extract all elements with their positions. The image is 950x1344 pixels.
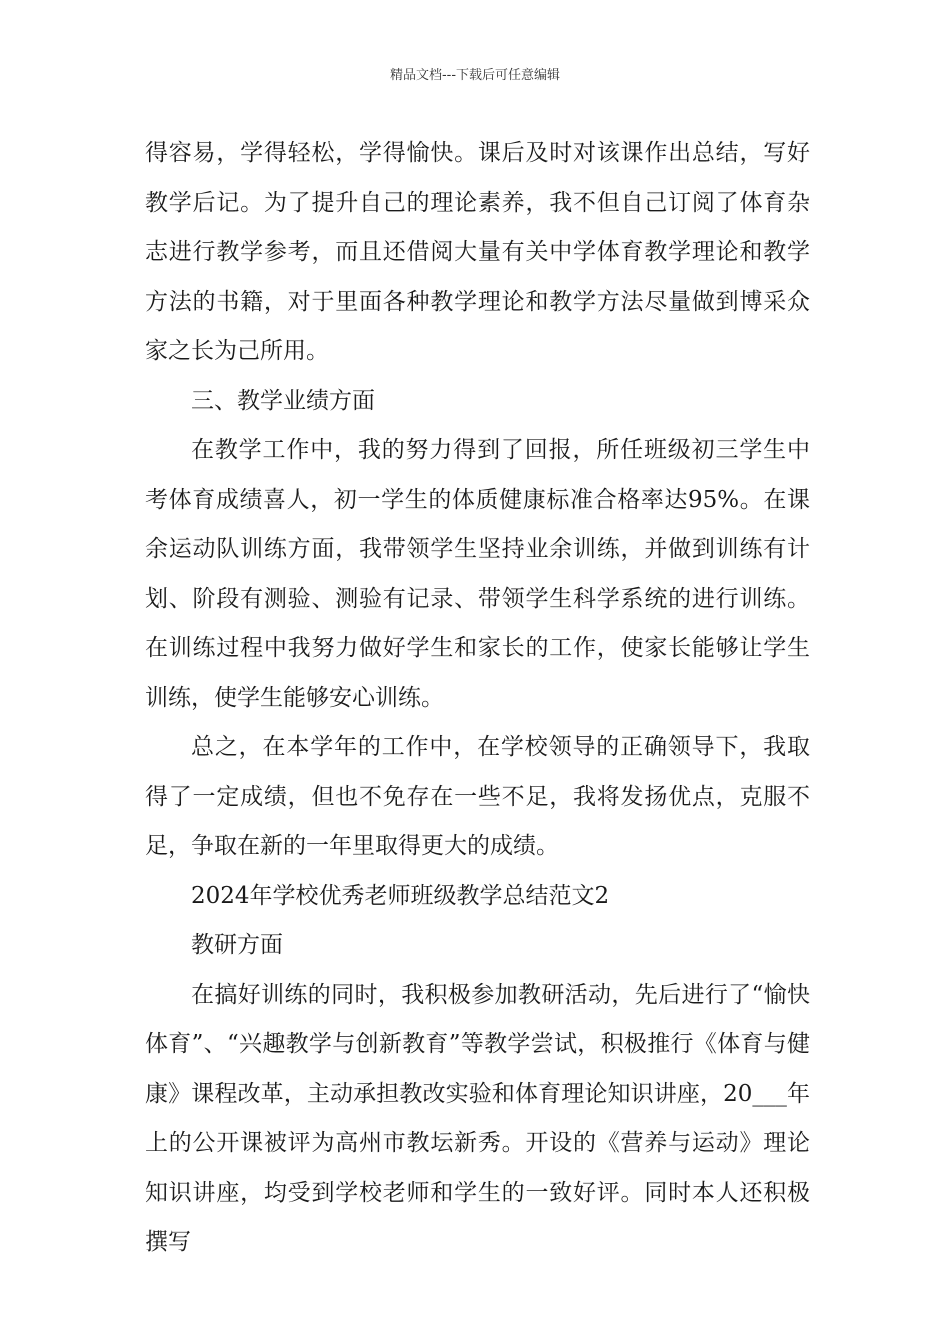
section-heading-teaching-results: 三、教学业绩方面 [191, 387, 375, 414]
article-title-2: 2024年学校优秀老师班级教学总结范文2 [191, 882, 610, 909]
paragraph-4: 总之，在本学年的工作中，在学校领导的正确领导下，我取得了一定成绩，但也不免存在一些不足，我将发扬优点，克服不足，争取在新的一年里取得更大的成绩。 [145, 734, 810, 859]
section-heading-research: 教研方面 [191, 932, 283, 958]
document-body [145, 129, 810, 1268]
page-header: 精品文档---下载后可任意编辑 [389, 68, 561, 83]
paragraph-7: 在搞好训练的同时，我积极参加教研活动，先后进行了“愉快体育”、“兴趣教学与创新教育”等教学尝试，积极推行《体育与健康》课程改革，主动承担教改实验和体育理论知识讲座，20___年上的公开课被评为高州市教坛新秀。开设的《营养与运动》理论知识讲座，均受到学校老师和学生的一致好评。同时本人还积极撰写 [145, 981, 810, 1255]
paragraph-3: 在教学工作中，我的努力得到了回报，所任班级初三学生中考体育成绩喜人，初一学生的体质健康标准合格率达95%。在课余运动队训练方面，我带领学生坚持业余训练，并做到训练有计划、阶段有测验、测验有记录、带领学生科学系统的进行训练。在训练过程中我努力做好学生和家长的工作，使家长能够让学生训练，使学生能够安心训练。 [145, 437, 810, 711]
paragraph-1: 得容易，学得轻松，学得愉快。课后及时对该课作出总结，写好教学后记。为了提升自己的理论素养，我不但自己订阅了体育杂志进行教学参考，而且还借阅大量有关中学体育教学理论和教学方法的书籍，对于里面各种教学理论和教学方法尽量做到博采众家之长为己所用。 [145, 140, 810, 364]
